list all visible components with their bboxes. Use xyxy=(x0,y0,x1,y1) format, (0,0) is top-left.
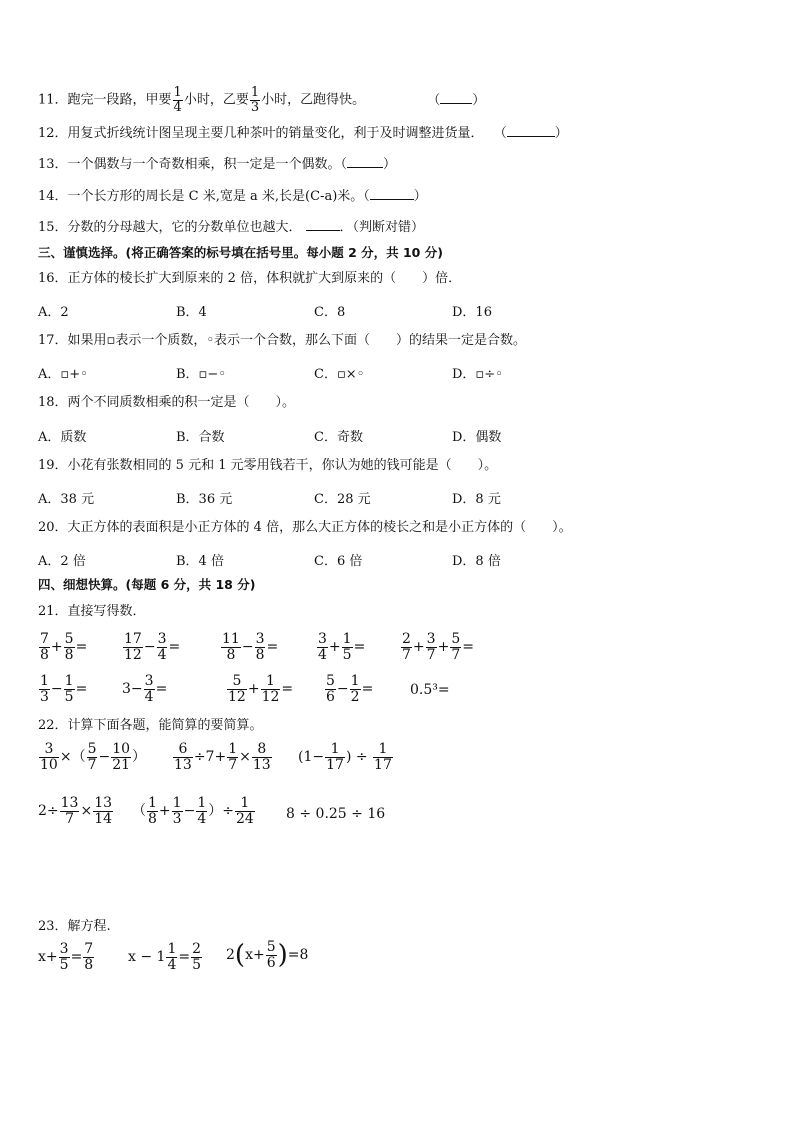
answer-blank[interactable] xyxy=(347,155,383,168)
expression: (1− $\frac{1}{17}$ ) ÷ $\frac{1}{17}$ xyxy=(298,741,392,773)
option-b[interactable]: B．36 元 xyxy=(176,492,233,507)
expression: 2÷ $\frac{13}{7}$ × $\frac{13}{14}$ xyxy=(38,795,113,827)
equation: x − 1 $\frac{1}{4}$ = $\frac{2}{5}$ xyxy=(128,941,202,973)
question-18: 18．两个不同质数相乘的积一定是（ ）。 xyxy=(38,395,296,410)
question-19: 19．小花有张数相同的 5 元和 1 元零用钱若干，你认为她的钱可能是（ ）。 xyxy=(38,458,498,473)
expression: $\frac{6}{13}$ ÷7+ $\frac{1}{7}$ × $\frac{8}{13}$ xyxy=(174,741,271,773)
option-b[interactable]: B．4 倍 xyxy=(176,554,224,569)
equation: 2(x+ $\frac{5}{6}$ )=8 xyxy=(226,939,309,971)
option-c[interactable]: C．奇数 xyxy=(314,430,363,445)
question-14: 14．一个长方形的周长是 C 米,宽是 a 米,长是(C-a)米。（ ） xyxy=(38,189,427,204)
expression: $\frac{1}{3}$ − $\frac{1}{5}$ = xyxy=(40,673,88,705)
question-12 xyxy=(38,124,568,143)
q14-text: 14．一个长方形的周长是 C 米,宽是 a 米,长是(C-a)米。（ xyxy=(38,189,370,204)
q11-text-post: 小时，乙跑得快。 xyxy=(261,92,366,108)
section-3-heading: 三、谨慎选择。(将正确答案的标号填在括号里。每小题 2 分，共 10 分) xyxy=(38,245,443,260)
expression: $\frac{5}{12}$ + $\frac{1}{12}$ = xyxy=(228,673,294,705)
fraction: $\frac{1}{4}$ xyxy=(173,85,182,115)
answer-blank[interactable] xyxy=(440,91,472,104)
question-17: 17．如果用▫表示一个质数，◦表示一个合数，那么下面（ ）的结果一定是合数。 xyxy=(38,333,527,348)
section-4-heading: 四、细想快算。(每题 6 分，共 18 分) xyxy=(38,577,256,592)
option-a[interactable]: A．▫+◦ xyxy=(38,367,88,382)
option-a[interactable]: A．2 倍 xyxy=(38,554,86,569)
option-c[interactable]: C．28 元 xyxy=(314,492,371,507)
answer-paren: （ ） xyxy=(493,126,568,141)
expression: 3− $\frac{3}{4}$ = xyxy=(122,673,168,705)
q15-text: 15．分数的分母越大，它的分数单位也越大． xyxy=(38,220,302,235)
q12-text: 12．用复式折线统计图呈现主要几种茶叶的销量变化，利于及时调整进货量． xyxy=(38,126,484,141)
answer-blank[interactable] xyxy=(507,124,555,137)
option-d[interactable]: D．▫÷◦ xyxy=(452,367,503,382)
option-c[interactable]: C．▫×◦ xyxy=(314,367,365,382)
option-a[interactable]: A．2 xyxy=(38,305,69,320)
q11-text-mid: 小时，乙要 xyxy=(183,92,249,108)
expression: $\frac{2}{7}$ + $\frac{3}{7}$ + $\frac{5}{7}$ = xyxy=(402,631,474,663)
q13-text: 13．一个偶数与一个奇数相乘，积一定是一个偶数。（ xyxy=(38,157,348,172)
equation: x+ $\frac{3}{5}$ = $\frac{7}{8}$ xyxy=(38,941,94,973)
answer-paren: （ ） xyxy=(427,92,486,108)
expression: 8 ÷ 0.25 ÷ 16 xyxy=(286,806,386,822)
answer-blank[interactable] xyxy=(306,218,340,231)
option-d[interactable]: D．偶数 xyxy=(452,430,502,445)
question-11 xyxy=(38,86,485,114)
option-c[interactable]: C．6 倍 xyxy=(314,554,363,569)
question-13: 13．一个偶数与一个奇数相乘，积一定是一个偶数。（ ） xyxy=(38,157,397,172)
expression: $\frac{5}{6}$ − $\frac{1}{2}$ = xyxy=(326,673,374,705)
expression: $\frac{17}{12}$ − $\frac{3}{4}$ = xyxy=(124,631,181,663)
option-d[interactable]: D．8 元 xyxy=(452,492,501,507)
fraction: $\frac{1}{3}$ xyxy=(250,85,260,115)
option-b[interactable]: B．合数 xyxy=(176,430,225,445)
question-22: 22．计算下面各题，能简算的要简算。 xyxy=(38,718,263,733)
option-a[interactable]: A．38 元 xyxy=(38,492,95,507)
option-d[interactable]: D．16 xyxy=(452,305,492,320)
option-b[interactable]: B．4 xyxy=(176,305,207,320)
expression: $\frac{7}{8}$ + $\frac{5}{8}$ = xyxy=(40,631,88,663)
option-c[interactable]: C．8 xyxy=(314,305,346,320)
question-21: 21．直接写得数． xyxy=(38,604,146,619)
expression: $\frac{3}{10}$ ×（ $\frac{5}{7}$ − $\frac{10}{21}$ ） xyxy=(40,741,147,773)
q11-text-pre: 11．跑完一段路，甲要 xyxy=(38,92,172,108)
question-16: 16．正方体的棱长扩大到原来的 2 倍，体积就扩大到原来的（ ）倍． xyxy=(38,271,462,286)
expression: $\frac{3}{4}$ + $\frac{1}{5}$ = xyxy=(318,631,366,663)
question-20: 20．大正方体的表面积是小正方体的 4 倍，那么大正方体的棱长之和是小正方体的（ ）。 xyxy=(38,520,572,535)
option-b[interactable]: B．▫−◦ xyxy=(176,367,226,382)
question-15: 15．分数的分母越大，它的分数单位也越大． ．（判断对错） xyxy=(38,220,425,235)
expression: 0.5³= xyxy=(410,682,450,698)
answer-blank[interactable] xyxy=(370,187,414,200)
question-23: 23．解方程. xyxy=(38,919,111,934)
option-d[interactable]: D．8 倍 xyxy=(452,554,501,569)
expression: $\frac{11}{8}$ − $\frac{3}{8}$ = xyxy=(222,631,279,663)
option-a[interactable]: A．质数 xyxy=(38,430,87,445)
expression: （ $\frac{1}{8}$ + $\frac{1}{3}$ − $\frac{1}{4}$ ）÷ $\frac{1}{24}$ xyxy=(132,795,254,827)
